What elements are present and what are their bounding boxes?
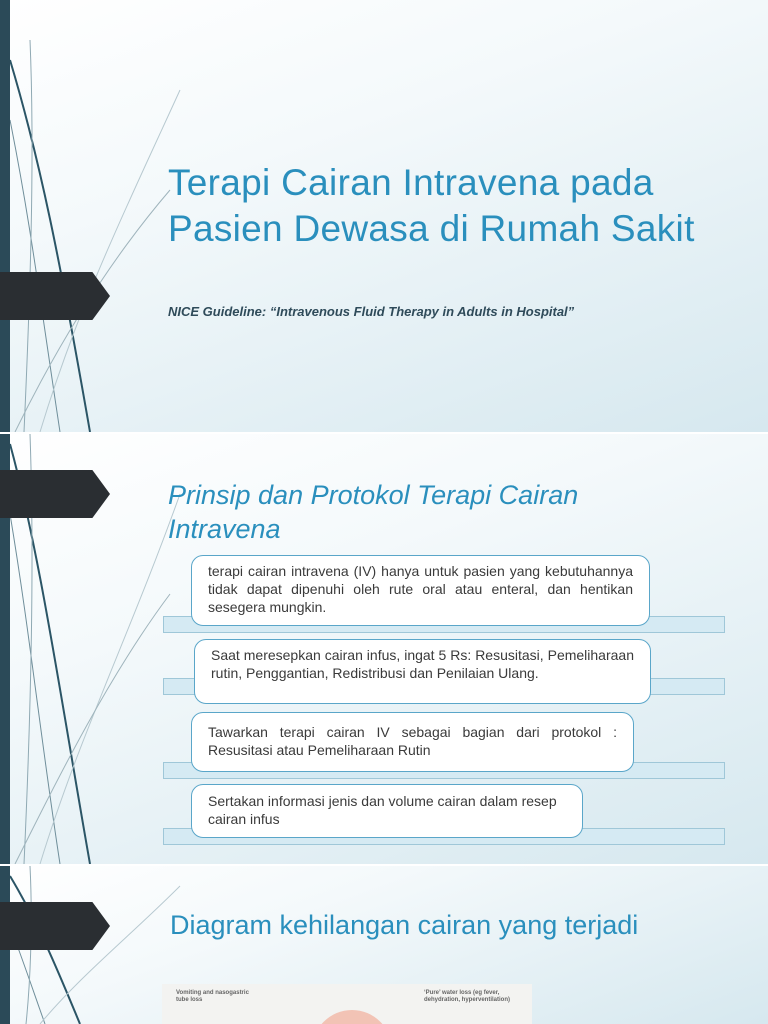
- left-accent-bar: [0, 0, 10, 432]
- fluid-loss-diagram: [162, 984, 532, 1024]
- slide-tab-marker: [0, 272, 110, 320]
- slide-heading: Prinsip dan Protokol Terapi Cairan Intravena: [168, 480, 579, 544]
- slide-subtitle: NICE Guideline: “Intravenous Fluid Therapy in Adults in Hospital”: [168, 304, 575, 319]
- slide-tab-marker: [0, 902, 110, 950]
- diagram-label: Vomiting and nasogastric tube loss: [176, 990, 249, 1003]
- slide-title: [0, 0, 768, 432]
- body-organ-illustration: [312, 1010, 392, 1024]
- slide-title-text: Terapi Cairan Intravena pada Pasien Dewasa di Rumah Sakit: [168, 162, 695, 249]
- slide-tab-marker: [0, 470, 110, 518]
- diagram-label: ‘Pure’ water loss (eg fever, dehydration, hyperventilation): [424, 990, 511, 1003]
- list-item: Sertakan informasi jenis dan volume cairan dalam resep cairan infus: [191, 784, 583, 838]
- list-item: terapi cairan intravena (IV) hanya untuk pasien yang kebutuhannya tidak dapat dipenuhi oleh rute oral atau enteral, dan hentikan sesegera mungkin.: [191, 555, 650, 626]
- slide-principles: [0, 434, 768, 864]
- slide-diagram: [0, 866, 768, 1024]
- list-item: Tawarkan terapi cairan IV sebagai bagian dari protokol : Resusitasi atau Pemeliharaan Rutin: [191, 712, 634, 772]
- list-item: Saat meresepkan cairan infus, ingat 5 Rs: Resusitasi, Pemeliharaan rutin, Penggantian, Redistribusi dan Penilaian Ulang.: [194, 639, 651, 704]
- slide-heading: Diagram kehilangan cairan yang terjadi: [170, 910, 639, 940]
